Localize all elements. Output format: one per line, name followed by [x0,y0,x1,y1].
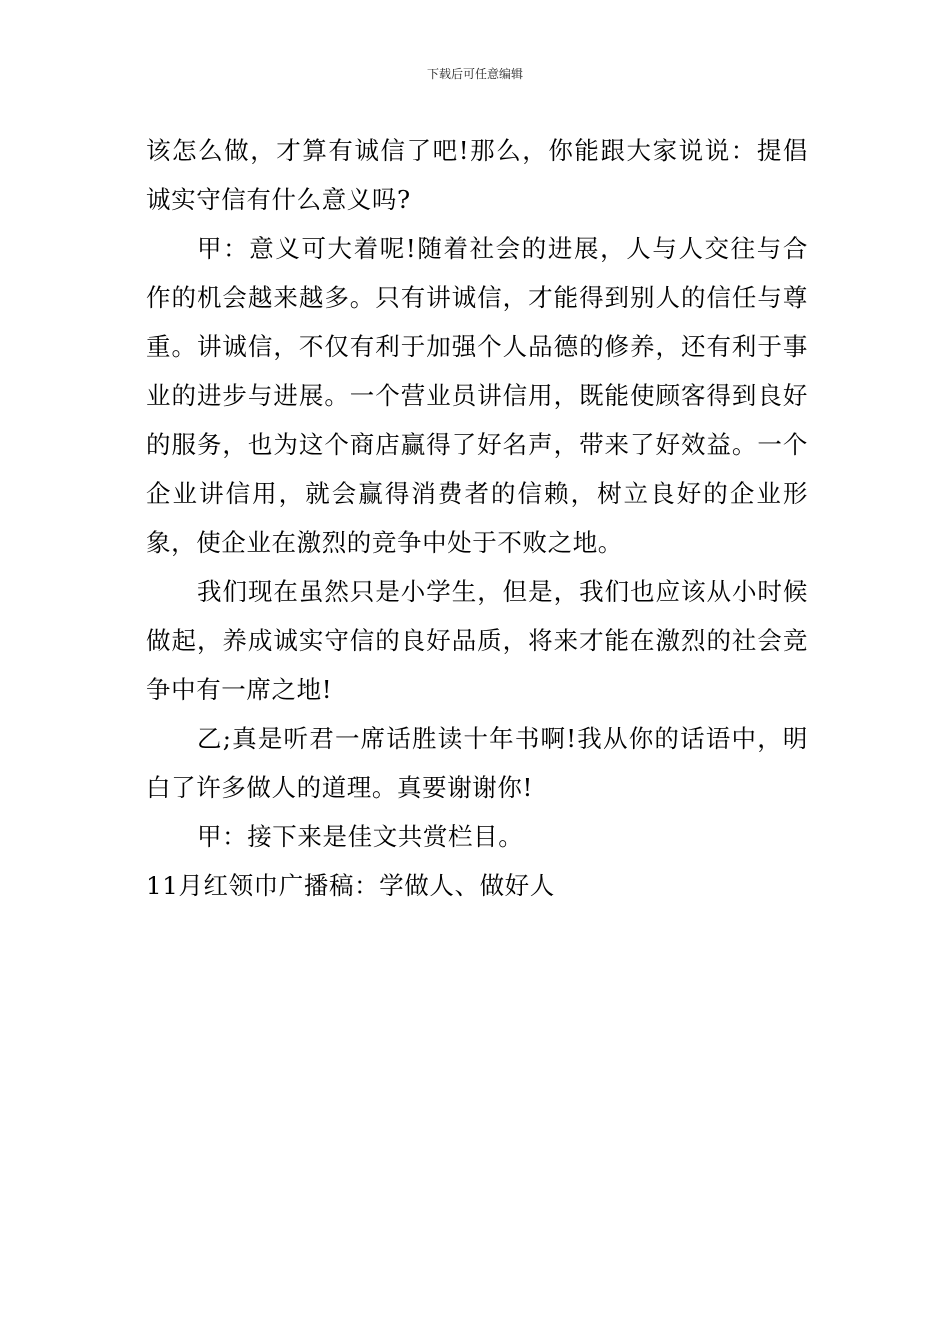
document-body [146,126,808,910]
section-title: 11月红领巾广播稿：学做人、做好人 [146,871,555,900]
paragraph-thanks: 乙;真是听君一席话胜读十年书啊!我从你的话语中，明白了许多做人的道理。真要谢谢你! [146,724,808,802]
paragraph-students: 我们现在虽然只是小学生，但是，我们也应该从小时候做起，养成诚实守信的良好品质，将来才能在激烈的社会竞争中有一席之地! [146,577,808,704]
paragraph-continuation: 该怎么做，才算有诚信了吧!那么，你能跟大家说说：提倡诚实守信有什么意义吗? [146,136,808,214]
paragraph-next-section: 甲：接下来是佳文共赏栏目。 [197,822,524,851]
page-header-note: 下载后可任意编辑 [426,67,523,81]
paragraph-significance: 甲：意义可大着呢!随着社会的进展，人与人交往与合作的机会越来越多。只有讲诚信，才能得到别人的信任与尊重。讲诚信，不仅有利于加强个人品德的修养，还有利于事业的进步与进展。一个营业员讲信用，既能使顾客得到良好的服务，也为这个商店赢得了好名声，带来了好效益。一个企业讲信用，就会赢得消费者的信赖，树立良好的企业形象，使企业在激烈的竞争中处于不败之地。 [146,234,808,557]
